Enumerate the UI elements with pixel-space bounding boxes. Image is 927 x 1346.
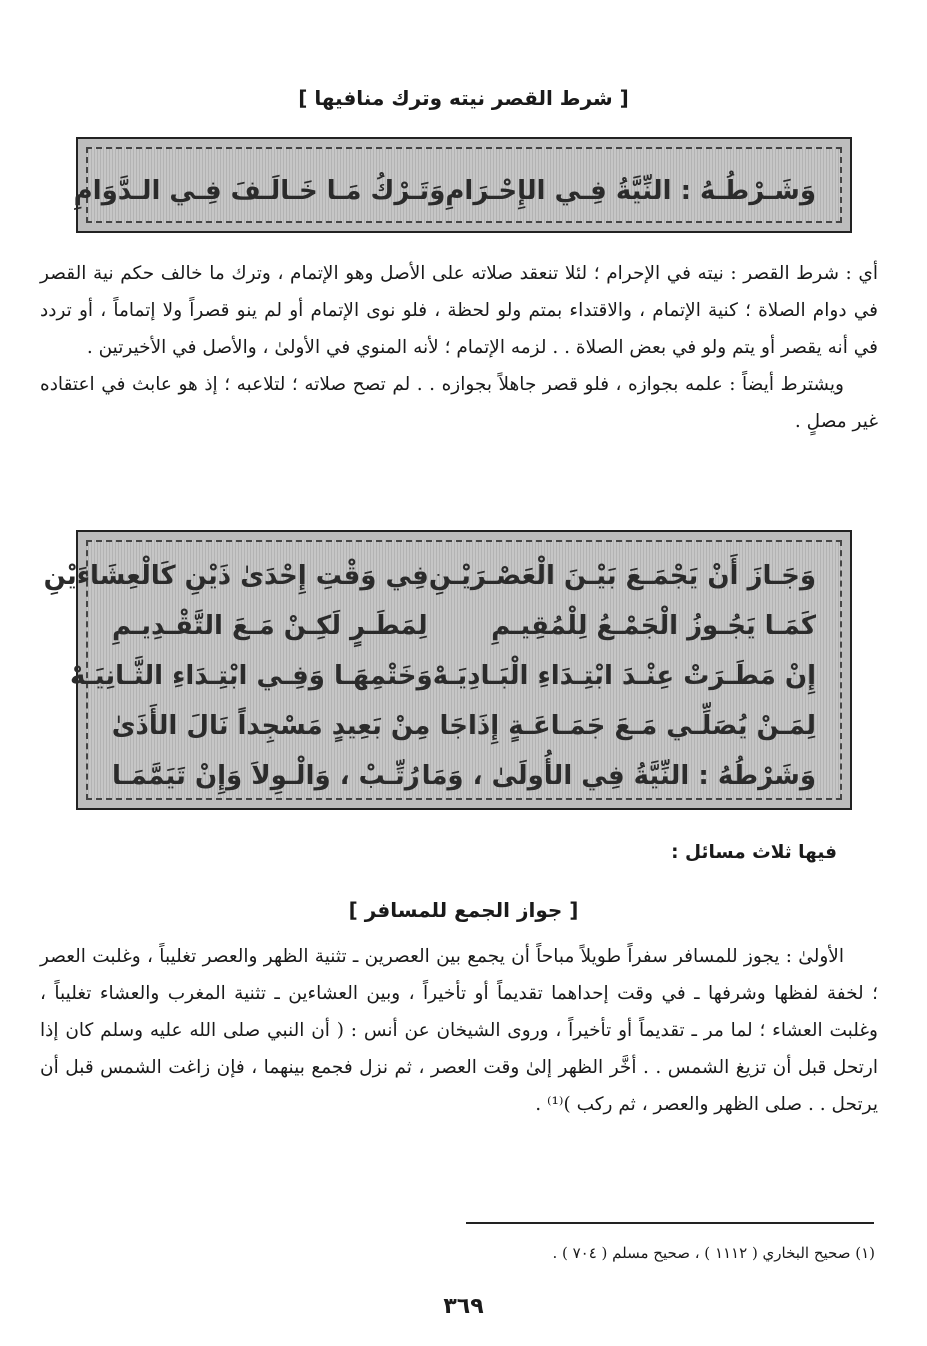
verse-hemistich-left: فِي وَقْتِ إِحْدَىٰ ذَيْنِ كَالْعِشَاءَيْنِ xyxy=(43,561,429,591)
verse-box-1 xyxy=(73,137,852,233)
verse-hemistich-left: وَخَتْمِهَـا وَفِـي ابْتِـدَاءِ الثَّـانِيَـهْ xyxy=(70,661,433,691)
verse-hemistich-right: وَشَرْطُهُ : النِّيَّةُ فِي الأُولَىٰ ، وَمَا xyxy=(421,761,816,791)
paragraph: الأولىٰ : يجوز للمسافر سفراً طويلاً مباحاً أن يجمع بين العصرين ـ تثنية الظهر والعصر تغليباً ، وغلبت العصر ؛ لخفة لفظها وشرفها ـ في وقت إحداهما تقديماً أو تأخيراً ، وبين العشاءين ـ تثنية المغرب والعشاء تغليباً ، وغلبت العشاء ؛ لما مر ـ تقديماً أو تأخيراً ، وروى الشيخان عن أنس : ( أن النبي صلى الله عليه وسلم كان إذا ارتحل قبل أن تزيغ الشمس . . أخَّر الظهر إلىٰ وقت العصر ، ثم نزل فجمع بينهما ، فإن زاغت الشمس قبل أن يرتحل . . صلى الظهر والعصر ، ثم ركب )⁽¹⁾ . xyxy=(40,946,878,1115)
verse-hemistich-right: وَجَـازَ أَنْ يَجْمَـعَ بَيْـنَ الْعَصْـرَيْـنِ xyxy=(428,561,816,591)
verse-box-border xyxy=(43,540,842,800)
verse-hemistich-left: لِمَطَـرٍ لَكِـنْ مَـعَ التَّقْـدِيـمِ xyxy=(112,611,428,641)
verse-hemistich-left: جَا مِنْ بَعِيدٍ مَسْجِداً نَالَ الأَذَىٰ xyxy=(111,711,468,741)
verse-hemistich-left: رُتِّـبْ ، وَالْـوِلاَ وَإِنْ تَيَمَّمَـا xyxy=(112,761,420,791)
footnote: (١) صحيح البخاري ( ١١١٢ ) ، صحيح مسلم ( ٧٠٤ ) . xyxy=(552,1244,875,1262)
verse-box-border xyxy=(73,147,842,223)
commentary-block-1 xyxy=(40,255,878,440)
verse-hemistich-right: وَشَـرْطُـهُ : النِّيَّةُ فِـي الإِحْـرَامِ xyxy=(445,176,816,206)
verse-hemistich-right: لِمَـنْ يُصَلِّـي مَـعَ جَمَـاعَـةٍ إِذَا xyxy=(467,711,816,741)
verse-hemistich-left: وَتَـرْكُ مَـا خَـالَـفَ فِـي الـدَّوَامِ xyxy=(73,176,446,206)
commentary-block-2 xyxy=(40,938,878,1123)
verse-line xyxy=(112,606,816,646)
verse-box-2 xyxy=(43,530,852,810)
section-heading-qasr-condition: [ شرط القصر نيته وترك منافيها ] xyxy=(298,86,629,110)
paragraph: أي : شرط القصر : نيته في الإحرام ؛ لئلا تنعقد صلاته على الأصل وهو الإتمام ، وترك ما خالف حكم نية القصر في دوام الصلاة ؛ كنية الإتمام ، والاقتداء بمتم ولو لحظة ، فلو نوى الإتمام أو لم ينو قصراً ولا إتماماً ، أو تردد في أنه يقصر أو يتم ولو في بعض الصلاة . . لزمه الإتمام ؛ لأنه المنوي في الأولىٰ ، والأصل في الأخيرتين . xyxy=(40,263,878,358)
paragraph: ويشترط أيضاً : علمه بجوازه ، فلو قصر جاهلاً بجوازه . . لم تصح صلاته ؛ لتلاعبه ؛ إذ هو عابث في اعتقاده غير مصلٍ . xyxy=(40,374,878,432)
verse-hemistich-right: إِنْ مَطَـرَتْ عِنْـدَ ابْتِـدَاءِ الْبَـادِيَـهْ xyxy=(432,661,816,691)
issues-intro: فيها ثلاث مسائل : xyxy=(671,842,837,863)
verse-line xyxy=(73,171,816,211)
section-heading-combining-prayers: [ جواز الجمع للمسافر ] xyxy=(348,898,579,922)
verse-line xyxy=(70,656,816,696)
verse-line xyxy=(43,556,816,596)
verse-hemistich-right: كَمَـا يَجُـوزُ الْجَمْـعُ لِلْمُقِيـمِ xyxy=(491,611,816,641)
page-number: ٣٦٩ xyxy=(443,1294,484,1319)
verse-line xyxy=(112,706,816,746)
verse-line xyxy=(112,756,816,796)
footnote-separator xyxy=(466,1222,874,1224)
